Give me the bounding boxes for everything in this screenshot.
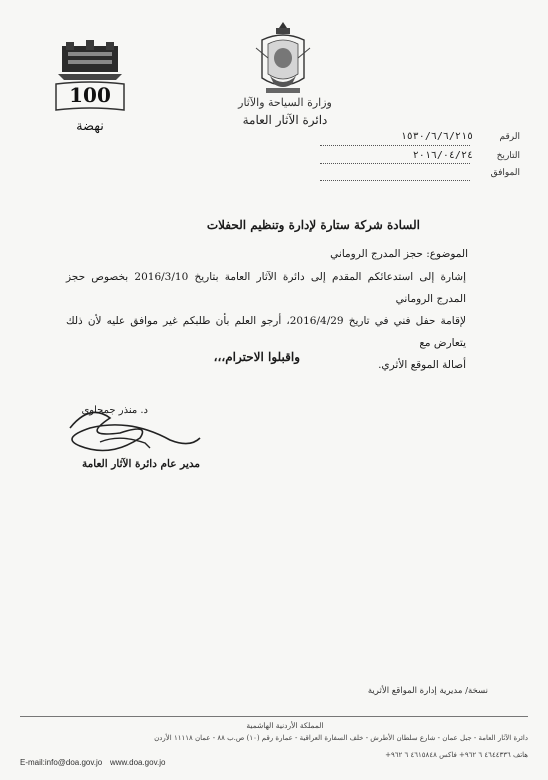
- ref-hijri-line: [320, 180, 470, 181]
- footer-email: E-mail:info@doa.gov.jo: [20, 758, 103, 767]
- body-line-3: أصالة الموقع الأثري.: [378, 359, 466, 371]
- footer-contact: هاتف ٤٦٤٤٣٣٦ ٦ ٩٦٢+ فاكس ٤٦١٥٨٤٨ ٦ ٩٦٢+: [385, 751, 528, 759]
- body-line-1: إشارة إلى استدعائكم المقدم إلى دائرة الآثار العامة بتاريخ 2016/3/10 بخصوص حجز المدرج الروماني: [66, 271, 466, 305]
- ref-number-value: ١٥٣٠/٦/٦/٢١٥: [400, 131, 473, 142]
- ref-number-label: الرقم: [499, 132, 520, 142]
- letter-closing: واقبلوا الاحترام،،،: [213, 350, 300, 364]
- footer-address: دائرة الآثار العامة - جبل عمان - شارع سلطان الأطرش - خلف السفارة العراقية - عمارة رقم (١٠) ص.ب ٨٨ - عمان ١١١١٨ الأردن: [154, 734, 528, 742]
- centennial-caption: نهضة: [76, 119, 104, 134]
- footer-title: المملكة الأردنية الهاشمية: [246, 721, 324, 730]
- centennial-number: 100: [69, 83, 111, 107]
- body-line-2: لإقامة حفل فني في تاريخ 2016/4/29، أرجو العلم بأن طلبكم غير موافق عليه لأن ذلك يتعارض مع: [66, 315, 466, 349]
- ministry-name: وزارة السياحة والآثار: [238, 96, 332, 109]
- department-name: دائرة الآثار العامة: [242, 113, 328, 127]
- letter-addressee: السادة شركة ستارة لإدارة وتنظيم الحفلات: [206, 218, 420, 232]
- ref-date-value: ٢٠١٦/٠٤/٢٤: [412, 150, 473, 161]
- jordan-coat-of-arms: [252, 18, 314, 98]
- carbon-copy: نسخة/ مديرية إدارة المواقع الأثرية: [367, 686, 488, 696]
- coat-of-arms-icon: [252, 18, 314, 98]
- footer-divider: [20, 716, 528, 717]
- ref-date-line: [320, 163, 470, 164]
- signatory-name: د. منذر جمحاوي: [81, 405, 148, 416]
- ref-number-line: [320, 145, 470, 146]
- ref-hijri-label: الموافق: [490, 168, 520, 178]
- footer-website: www.doa.gov.jo: [110, 758, 166, 767]
- ref-date-label: التاريخ: [496, 151, 520, 161]
- centennial-emblem-icon: [50, 40, 130, 140]
- centennial-logo: [50, 40, 130, 140]
- letter-subject: الموضوع: حجز المدرج الروماني: [330, 248, 468, 260]
- signatory-title: مدير عام دائرة الآثار العامة: [82, 458, 200, 470]
